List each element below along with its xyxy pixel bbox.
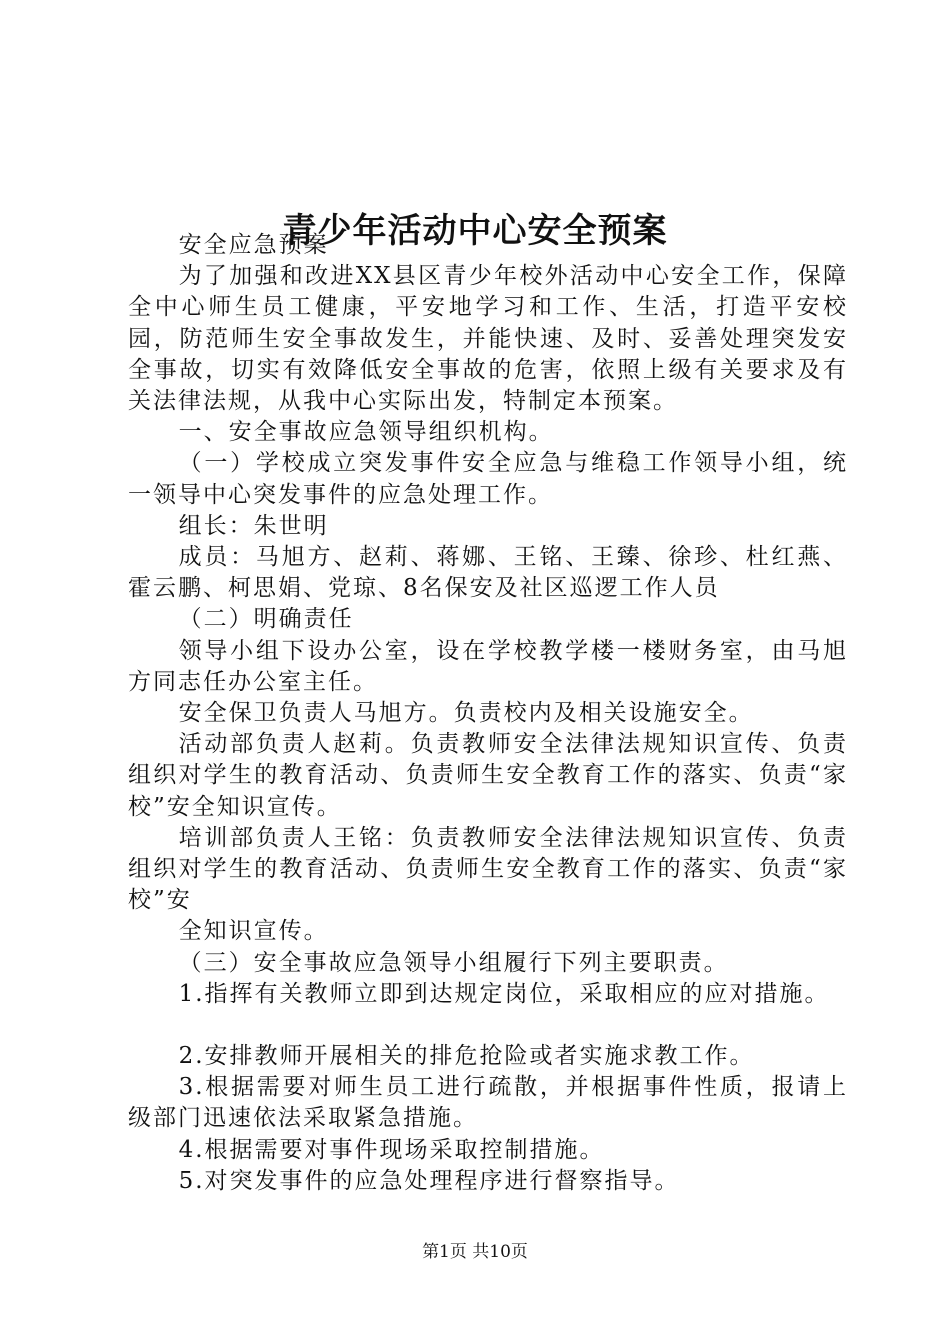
page-title: 青少年活动中心安全预案 bbox=[282, 210, 668, 251]
paragraph: （三）安全事故应急领导小组履行下列主要职责。 bbox=[178, 949, 729, 976]
paragraph: 5.对突发事件的应急处理程序进行督察指导。 bbox=[178, 1167, 680, 1194]
paragraph: 活动部负责人赵莉。负责教师安全法律法规知识宣传、负责组织对学生的教育活动、负责师生安全教育工作的落实、负责“家校”安全知识宣传。 bbox=[128, 731, 848, 820]
paragraph: （二）明确责任 bbox=[178, 606, 354, 633]
paragraph: 4.根据需要对事件现场采取控制措施。 bbox=[178, 1136, 605, 1163]
paragraph: 2.安排教师开展相关的排危抢险或者实施求教工作。 bbox=[178, 1043, 755, 1070]
document-body bbox=[128, 230, 848, 1197]
paragraph: 安全保卫负责人马旭方。负责校内及相关设施安全。 bbox=[178, 700, 754, 727]
paragraph: 1.指挥有关教师立即到达规定岗位，采取相应的应对措施。 bbox=[178, 980, 830, 1007]
page-number-footer: 第1页 共10页 bbox=[422, 1242, 528, 1262]
paragraph: 安全应急预案 bbox=[178, 232, 329, 258]
paragraph: 领导小组下设办公室，设在学校教学楼一楼财务室，由马旭方同志任办公室主任。 bbox=[128, 637, 848, 695]
paragraph: 成员：马旭方、赵莉、蒋娜、王铭、王臻、徐珍、杜红燕、霍云鹏、柯思娟、党琼、8名保安及社区巡逻工作人员 bbox=[128, 544, 848, 602]
paragraph: （一）学校成立突发事件安全应急与维稳工作领导小组，统一领导中心突发事件的应急处理工作。 bbox=[128, 450, 848, 508]
paragraph: 一、安全事故应急领导组织机构。 bbox=[178, 419, 554, 446]
paragraph: 全知识宣传。 bbox=[178, 918, 329, 945]
paragraph: 3.根据需要对师生员工进行疏散，并根据事件性质，报请上级部门迅速依法采取紧急措施。 bbox=[128, 1074, 848, 1132]
paragraph: 为了加强和改进XX县区青少年校外活动中心安全工作，保障全中心师生员工健康，平安地学习和工作、生活，打造平安校园，防范师生安全事故发生，并能快速、及时、妥善处理突发安全事故，切实有效降低安全事故的危害，依照上级有关要求及有关法律法规，从我中心实际出发，特制定本预案。 bbox=[128, 263, 848, 415]
paragraph: 培训部负责人王铭：负责教师安全法律法规知识宣传、负责组织对学生的教育活动、负责师生安全教育工作的落实、负责“家校”安 bbox=[128, 824, 848, 914]
paragraph: 组长：朱世明 bbox=[178, 512, 329, 539]
